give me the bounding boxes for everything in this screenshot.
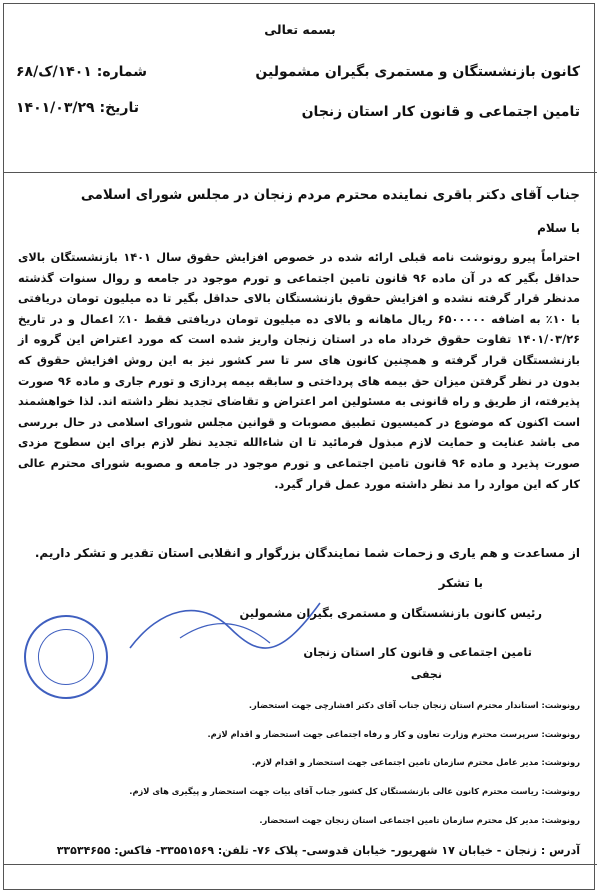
- copy-recipient: رونوشت: مدیر عامل محترم سازمان تامین اجتماعی جهت استحضار و اقدام لازم.: [251, 757, 580, 767]
- greeting: با سلام: [537, 221, 580, 235]
- date-label: تاریخ:: [99, 100, 139, 116]
- seal-inner-ring: [33, 624, 99, 690]
- closing-line: از مساعدت و هم یاری و زحمات شما نمایندگان بزرگوار و انقلابی استان تقدیر و تشکر داریم.: [34, 546, 580, 560]
- letter-number: [16, 64, 147, 80]
- handwritten-signature: [120, 588, 340, 668]
- copy-recipient: رونوشت: استاندار محترم استان زنجان جناب آقای دکتر افشارچی جهت استحضار.: [248, 700, 580, 710]
- salutation: بسمه تعالی: [264, 22, 336, 37]
- org-name-line2: تامین اجتماعی و قانون کار استان زنجان: [301, 104, 580, 120]
- signature-title-line2: تامین اجتماعی و قانون کار استان زنجان: [303, 645, 532, 659]
- footer-address: آدرس : زنجان - خیابان ۱۷ شهریور- خیابان قدوسی- پلاک ۷۶- تلفن: ۳۳۵۵۱۵۶۹- فاکس: ۳۳۵۳۴۶۵۵: [56, 844, 580, 857]
- copy-recipient: رونوشت: مدیر کل محترم سازمان تامین اجتماعی استان زنجان جهت استحضار.: [259, 815, 580, 825]
- letter-date: [16, 100, 139, 116]
- regards: با تشکر: [438, 576, 483, 590]
- signature-title-line1: رئیس کانون بازنشستگان و مستمری بگیران مشمولین: [239, 606, 542, 620]
- number-value: ۱۴۰۱/ک/۶۸: [16, 64, 92, 80]
- signature-name: نجفی: [410, 668, 442, 681]
- copy-recipient: رونوشت: سرپرست محترم وزارت تعاون و کار و رفاه اجتماعی جهت استحضار و اقدام لازم.: [207, 729, 580, 739]
- recipient: جناب آقای دکتر باقری نماینده محترم مردم زنجان در مجلس شورای اسلامی: [80, 187, 580, 203]
- footer-divider: [3, 864, 597, 865]
- header-divider: [3, 172, 597, 173]
- date-value: ۱۴۰۱/۰۳/۲۹: [16, 100, 95, 116]
- letter-body: احتراماً پیرو رونوشت نامه قبلی ارائه شده در خصوص افزایش حقوق سال ۱۴۰۱ بازنشستگان بالای حداقل بگیر که در آن ماده ۹۶ قانون تامین اجتماعی و تورم موجود در جامعه و روال سنوات گذشته مدنظر قرار گرفته نشده و افزایش حقوق بازنشستگان بالای حداقل بگیر تا ده میلیون تومان دریافتی با ۱۰٪ به اضافه ۶۵۰۰۰۰۰ ریال ماهانه و بالای ده میلیون تومان دریافتی فقط ۱۰٪ اعمال و در تاریخ ۱۴۰۱/۰۳/۲۶ تفاوت حقوق خرداد ماه در استان زنجان واریز شده است که مورد اعتراض این گروه از بازنشستگان قرار گرفته و همچنین کانون های سر تا سر کشور نیز به این روش افزایش حقوق که بدون در نظر گرفتن میزان حق بیمه های پرداختی و سابقه بیمه پردازی و تورم جاری و ماده ۹۶ صورت پذیرفته، از طریق و راه قانونی به مسئولین امر اعتراض و تقاضای تجدید نظر داشته اند. لذا خواهشمند است اکنون که موضوع در کمیسیون تطبیق مصوبات و قوانین مجلس شورای اسلامی در حال بررسی می باشد عنایت و حمایت لازم مبذول فرمائید تا ان شاءالله تجدید نظر لازم برای این سطوح مزدی صورت پذیرد و ماده ۹۶ قانون تامین اجتماعی و تورم موجود در جامعه و مصوبه شورای محترم عالی کار که این موارد را مد نظر داشته مورد عمل قرار گیرد.: [18, 251, 580, 491]
- org-name-line1: کانون بازنشستگان و مستمری بگیران مشمولین: [255, 64, 580, 80]
- number-label: شماره:: [96, 64, 148, 80]
- copy-recipient: رونوشت: ریاست محترم کانون عالی بازنشستگان کل کشور جناب آقای بیات جهت استحضار و پیگیری های لازم.: [129, 786, 580, 796]
